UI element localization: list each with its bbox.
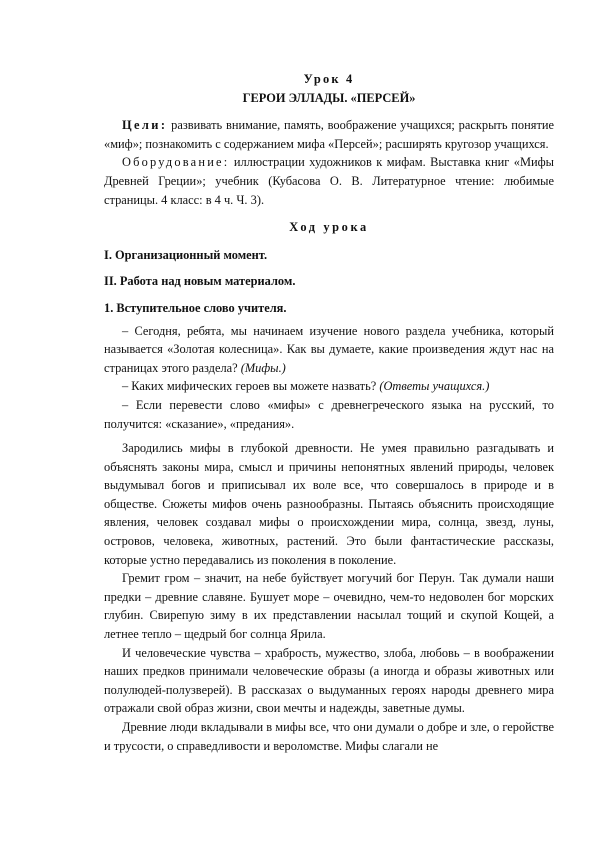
body-paragraph: И человеческие чувства – храбрость, мужество, злоба, любовь – в воображении наших предков принимали человеческие образы (а иногда и образы животных или полулюдей-полузверей). В рассказах о выдуманных героях народы древнего мира отражали свой образ жизни, свои мечты и надежды, заветные думы. xyxy=(104,645,554,716)
dialogue-line-3: – Если перевести слово «мифы» с древнегреческого языка на русский, то получится: «сказание», «предания». xyxy=(104,397,554,431)
dialogue-line-2-text: – Каких мифических героев вы можете назвать? xyxy=(122,379,380,394)
body-paragraph: Зародились мифы в глубокой древности. Не умея правильно разгадывать и объяснять законы мира, смысл и причины непонятных явлений природы, человек выдумывал богов и приписывал их воле все, что совершалось в природе и в обществе. Сюжеты мифов очень разнообразны. Пытаясь объяснить происходящие явления, человек создавал мифы о происхождении мира, солнца, звезд, луны, островов, человека, животных, растений. Это были фантастические рассказы, которые устно передавались из поколения в поколение. xyxy=(104,441,554,567)
body-paragraph: Гремит гром – значит, на небе буйствует могучий бог Перун. Так думали наши предки – древние славяне. Бушует море – очевидно, чем-то недоволен бог морских глубин. Свирепую зиму в их представлении насылал тощий и скупой Кощей, а летнее тепло – щедрый бог солнца Ярила. xyxy=(104,571,554,642)
dialogue-line-2-note: (Ответы учащихся.) xyxy=(379,379,490,394)
goals-paragraph xyxy=(104,116,554,153)
course-heading: Ход урока xyxy=(289,220,369,235)
equipment-text: иллюстрации художников к мифам. Выставка книг «Мифы Древней Греции»; учебник (Кубасова О. В. Литературное чтение: любимые страницы. 4 класс: в 4 ч. Ч. 3). xyxy=(104,155,554,207)
goals-text: развивать внимание, память, воображение учащихся; раскрыть понятие «миф»; познакомить с содержанием мифа «Персей»; расширять кругозор учащихся. xyxy=(104,118,554,151)
body-paragraph: Древние люди вкладывали в мифы все, что они думали о добре и зле, о геройстве и трусости, о справедливости и вероломстве. Мифы слагали не xyxy=(104,720,554,753)
dialogue-line-1-note: (Мифы.) xyxy=(240,360,286,375)
subsection-teacher-intro: 1. Вступительное слово учителя. xyxy=(104,300,287,315)
equipment-label: Оборудование: xyxy=(122,155,230,170)
lesson-number: Урок 4 xyxy=(303,72,355,86)
dialogue-line-1 xyxy=(104,322,554,378)
page-title: ГЕРОИ ЭЛЛАДЫ. «ПЕРСЕЙ» xyxy=(242,90,416,105)
section-new-material: II. Работа над новым материалом. xyxy=(104,274,296,289)
document-page xyxy=(104,70,554,755)
dialogue-line-2 xyxy=(104,377,554,396)
section-organizational: I. Организационный момент. xyxy=(104,247,268,262)
goals-label: Цели: xyxy=(122,118,168,133)
equipment-paragraph xyxy=(104,153,554,209)
dialogue-line-1-text: – Сегодня, ребята, мы начинаем изучение нового раздела учебника, который называется «Золотая колесница». Как вы думаете, какие произведения ждут нас на страницах этого раздела? xyxy=(104,323,554,375)
